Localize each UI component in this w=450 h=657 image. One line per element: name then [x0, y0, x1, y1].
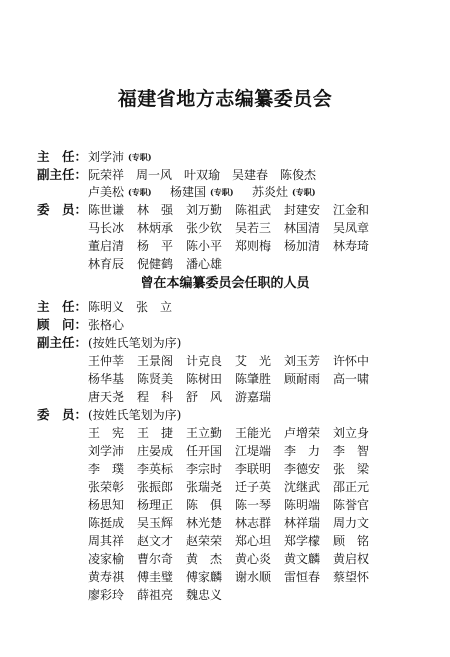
person-name: 卢增荣 [284, 426, 321, 440]
person-name: 张格心 [88, 318, 125, 332]
person-name: 陈肇胜 [235, 372, 272, 386]
person-name: 刘学沛 [88, 150, 125, 164]
full-time-tag: (专职) [210, 187, 234, 197]
person-name: 陈世谦 [88, 203, 125, 217]
stroke-order-note: (按姓氏笔划为序) [88, 408, 182, 422]
person-name: 陈一琴 [235, 498, 272, 512]
person-name: 刘学沛 [88, 444, 125, 458]
person-name: 赵荣荣 [186, 534, 223, 548]
person-name: 雷恒春 [284, 570, 321, 584]
former-members-title: 曾在本编纂委员会任职的人员 [140, 276, 310, 291]
person-name: 蔡望怀 [333, 570, 370, 584]
person-name: 庄晏成 [137, 444, 174, 458]
person-name: 封建安 [284, 203, 321, 217]
person-name: 郑学檬 [284, 534, 321, 548]
person-name: 陈誉官 [333, 498, 370, 512]
person-name: 杨加清 [284, 239, 321, 253]
person-name: 程 科 [137, 390, 174, 404]
person-name: 杨华基 [88, 372, 125, 386]
person-name: 魏忠义 [186, 588, 223, 602]
advisor-label: 顾 问： [37, 317, 88, 332]
person-name: 林炳承 [137, 221, 174, 235]
person-name: 林志群 [235, 516, 272, 530]
person-name: 李 智 [333, 444, 370, 458]
person-name: 谢水顺 [235, 570, 272, 584]
person-name: 凌家榆 [88, 552, 125, 566]
person-name: 高一啸 [333, 372, 370, 386]
person-name: 陈小平 [186, 239, 223, 253]
person-name: 江金和 [333, 203, 370, 217]
person-name: 刘立身 [333, 426, 370, 440]
person-name: 杨理正 [137, 498, 174, 512]
person-name: 林祥瑞 [284, 516, 321, 530]
person-name: 王 捷 [137, 426, 174, 440]
person-name: 潘心雄 [186, 257, 223, 271]
person-name: 林育辰 [88, 257, 125, 271]
person-name: 吴玉辉 [137, 516, 174, 530]
person-name: 赵文才 [137, 534, 174, 548]
person-name: 张荣彰 [88, 480, 125, 494]
person-name: 林光楚 [186, 516, 223, 530]
person-name: 林国清 [284, 221, 321, 235]
person-name: 江堤端 [235, 444, 272, 458]
person-name: 王景阁 [137, 354, 174, 368]
person-name: 任开国 [186, 444, 223, 458]
person-name: 顾 铭 [333, 534, 370, 548]
person-name: 薛祖亮 [137, 588, 174, 602]
person-name: 吴若三 [235, 221, 272, 235]
person-name: 周一风 [136, 168, 173, 182]
person-name: 李联明 [235, 462, 272, 476]
person-name: 游嘉瑞 [235, 390, 272, 404]
former-chair-label: 主 任： [37, 299, 88, 314]
person-name: 李 璞 [88, 462, 125, 476]
person-name: 黄 杰 [186, 552, 223, 566]
person-name: 黄心炎 [235, 552, 272, 566]
person-name: 张振郎 [137, 480, 174, 494]
person-name: 唐天尧 [88, 390, 125, 404]
full-time-tag: (专职) [128, 187, 152, 197]
person-name: 黄文麟 [284, 552, 321, 566]
person-name: 陈 俱 [186, 498, 223, 512]
person-name: 张 梁 [333, 462, 370, 476]
former-vice-chair-label: 副主任： [37, 335, 88, 350]
person-name: 黄寿祺 [88, 570, 125, 584]
person-name: 林寿琦 [333, 239, 370, 253]
person-name: 傅家麟 [186, 570, 223, 584]
person-name: 周其祥 [88, 534, 125, 548]
person-name: 计克良 [186, 354, 223, 368]
chair-label: 主 任： [37, 149, 88, 164]
person-name: 王能光 [235, 426, 272, 440]
person-name: 许怀中 [333, 354, 370, 368]
person-name: 杨 平 [137, 239, 174, 253]
person-name: 吴凤章 [333, 221, 370, 235]
vice-chair-label: 副主任： [37, 167, 88, 182]
person-name: 张少钦 [186, 221, 223, 235]
person-name: 廖彩玲 [88, 588, 125, 602]
person-name: 叶双瑜 [184, 168, 221, 182]
former-member-label: 委 员： [37, 407, 88, 422]
person-name: 吴建春 [232, 168, 269, 182]
person-name: 王 宪 [88, 426, 125, 440]
person-name: 李德安 [284, 462, 321, 476]
person-name: 陈树田 [186, 372, 223, 386]
person-name: 舒 风 [186, 390, 223, 404]
person-name: 陈俊杰 [280, 168, 317, 182]
person-name: 顾耐雨 [284, 372, 321, 386]
person-name: 周力文 [333, 516, 370, 530]
person-name: 李宗时 [186, 462, 223, 476]
person-name: 陈挺成 [88, 516, 125, 530]
person-name: 苏炎灶 [252, 185, 289, 199]
person-name: 卢美松 [88, 185, 125, 199]
person-name: 黄启权 [333, 552, 370, 566]
person-name: 邵正元 [333, 480, 370, 494]
person-name: 倪健鹤 [137, 257, 174, 271]
person-name: 郑则梅 [235, 239, 272, 253]
person-name: 陈明端 [284, 498, 321, 512]
person-name: 阮荣祥 [88, 168, 125, 182]
person-name: 董启清 [88, 239, 125, 253]
person-name: 陈明义 [88, 300, 125, 314]
full-time-tag: (专职) [128, 152, 152, 162]
person-name: 李 力 [284, 444, 321, 458]
person-name: 艾 光 [235, 354, 272, 368]
person-name: 杨思知 [88, 498, 125, 512]
stroke-order-note: (按姓氏笔划为序) [88, 336, 182, 350]
person-name: 王仲莘 [88, 354, 125, 368]
full-time-tag: (专职) [292, 187, 316, 197]
person-name: 迁子英 [235, 480, 272, 494]
person-name: 陈贤美 [137, 372, 174, 386]
person-name: 沈继武 [284, 480, 321, 494]
person-name: 林 强 [137, 203, 174, 217]
person-name: 杨建国 [170, 185, 207, 199]
person-name: 马长冰 [88, 221, 125, 235]
person-name: 郑心坦 [235, 534, 272, 548]
person-name: 陈祖武 [235, 203, 272, 217]
person-name: 张瑞尧 [186, 480, 223, 494]
person-name: 傅圭璧 [137, 570, 174, 584]
person-name: 刘玉芳 [284, 354, 321, 368]
document-title: 福建省地方志编纂委员会 [117, 88, 333, 110]
person-name: 刘万勤 [186, 203, 223, 217]
person-name: 王立勤 [186, 426, 223, 440]
member-label: 委 员： [37, 202, 88, 217]
person-name: 李英标 [137, 462, 174, 476]
person-name: 曹尔奇 [137, 552, 174, 566]
person-name: 张 立 [136, 300, 173, 314]
